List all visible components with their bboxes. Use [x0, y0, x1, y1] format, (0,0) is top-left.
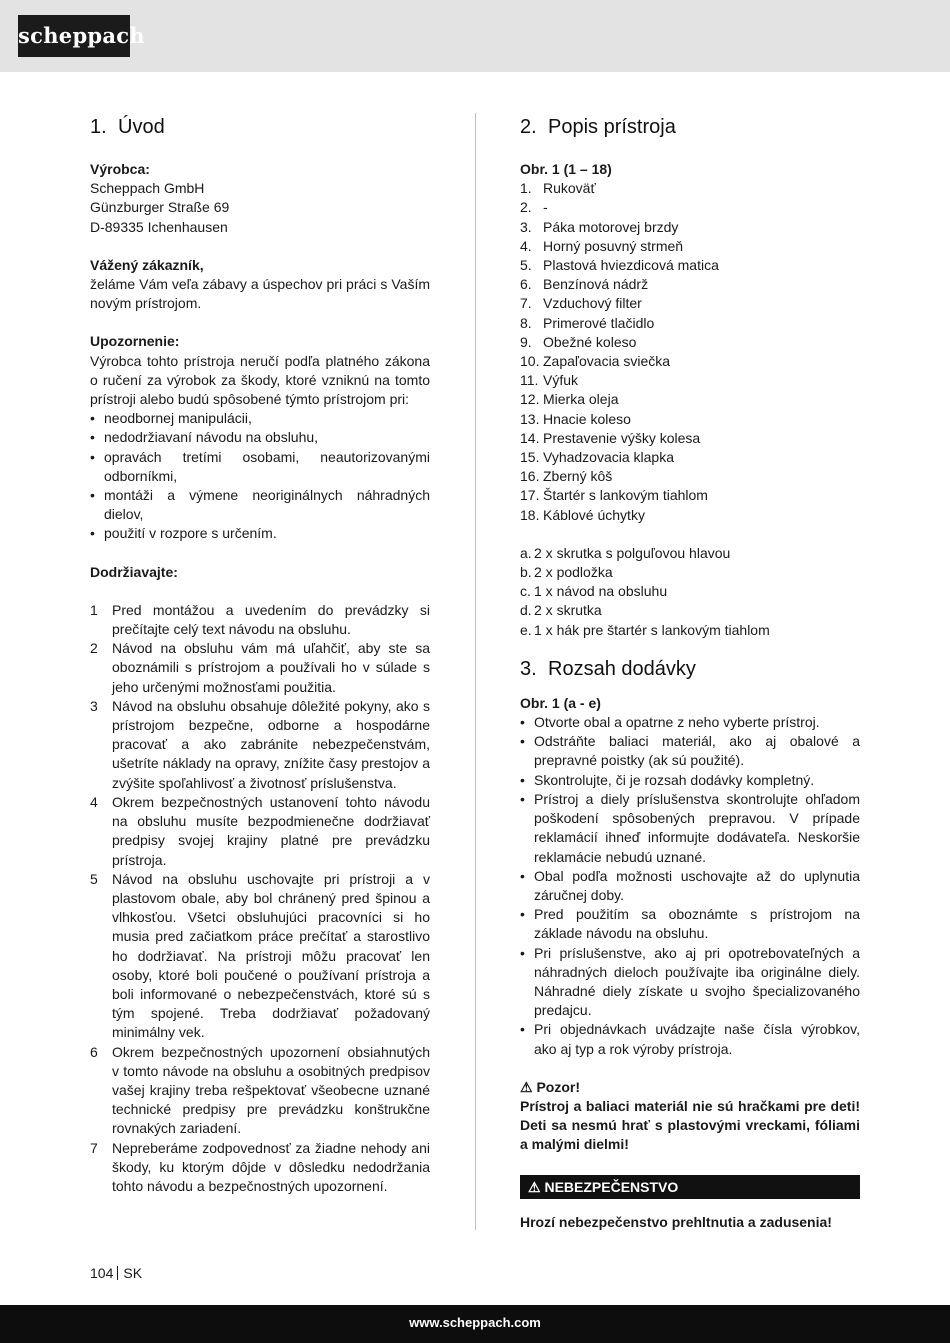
- item-text: 2 x podložka: [534, 564, 613, 581]
- danger-banner: [520, 1175, 860, 1199]
- caution-heading: [520, 1078, 860, 1097]
- list-item: [520, 237, 860, 256]
- list-item: [520, 582, 860, 601]
- list-item: • Pri príslušenstve, ako aj pri opotrebovateľných a náhradných dieloch používajte iba originálne diely. Náhradné diely získate u svojho špecializovaného predajcu.: [520, 944, 860, 1021]
- item-letter: d.: [520, 602, 532, 619]
- item-text: Plastová hviezdicová matica: [543, 257, 719, 274]
- section-number: 1.: [90, 116, 107, 138]
- manufacturer-address: [90, 179, 430, 237]
- item-number: 13.: [520, 410, 540, 427]
- dear-customer-label: Vážený zákazník,: [90, 256, 204, 273]
- item-text: Štartér s lankovým tiahlom: [543, 487, 708, 504]
- notice-bullet-list: [90, 409, 430, 543]
- list-item: [520, 256, 860, 275]
- list-item: [520, 563, 860, 582]
- danger-text: Hrozí nebezpečenstvo prehltnutia a zadusenia!: [520, 1213, 832, 1230]
- list-item: • nedodržiavaní návodu na obsluhu,: [90, 428, 430, 447]
- item-text: Mierka oleja: [543, 391, 619, 408]
- list-item: [520, 429, 860, 448]
- item-number: 7: [90, 1139, 98, 1156]
- item-text: 2 x skrutka s polguľovou hlavou: [534, 544, 731, 561]
- item-number: 7.: [520, 295, 532, 312]
- list-item: [520, 621, 860, 640]
- right-column: [520, 114, 860, 1232]
- item-number: 10.: [520, 353, 540, 370]
- item-letter: a.: [520, 544, 532, 561]
- figure-label: Obr. 1 (1 – 18): [520, 161, 612, 177]
- list-item: [520, 371, 860, 390]
- item-number: 11.: [520, 372, 539, 389]
- item-number: 6.: [520, 276, 532, 293]
- list-item: [520, 448, 860, 467]
- item-text: Okrem bezpečnostných ustanovení tohto návodu na obsluhu musíte bezpodmienečne dodržiavať predpisy svojej krajiny platné pre prevádzku prístroja.: [112, 793, 430, 868]
- item-text: Návod na obsluhu obsahuje dôležité pokyny, ako s prístrojom bezpečne, odborne a hospodárne pracovať a ako zabránite nebezpečenstvám, ušetríte náklady na opravy, znížite časy prestojov a zvýšite spoľahlivosť a životnosť príslušenstva.: [112, 697, 430, 791]
- list-item: [520, 486, 860, 505]
- list-item: • použití v rozpore s určením.: [90, 524, 430, 543]
- list-item: • montáži a výmene neoriginálnych náhradných dielov,: [90, 486, 430, 524]
- address-line: D-89335 Ichenhausen: [90, 218, 228, 235]
- item-text: 1 x hák pre štartér s lankovým tiahlom: [534, 621, 770, 638]
- danger-label: NEBEZPEČENSTVO: [544, 1178, 679, 1195]
- item-number: 3.: [520, 218, 532, 235]
- header-bar: [0, 0, 950, 72]
- list-item: • Odstráňte baliaci materiál, ako aj obalové a prepravné poistky (ak sú použité).: [520, 732, 860, 770]
- item-number: 2.: [520, 199, 532, 216]
- parts-list: [520, 179, 860, 525]
- item-number: 14.: [520, 429, 540, 446]
- list-item: • Pred použitím sa oboznámte s prístrojom na základe návodu na obsluhu.: [520, 905, 860, 943]
- caution-text: Prístroj a baliaci materiál nie sú hračkami pre deti! Deti sa nesmú hrať s plastovými vreckami, fóliami a malými dielmi!: [520, 1097, 860, 1153]
- item-number: 17.: [520, 487, 540, 504]
- item-text: 1 x návod na obsluhu: [534, 583, 668, 600]
- observe-label: Dodržiavajte:: [90, 563, 178, 580]
- item-text: -: [543, 199, 548, 216]
- footer-bar: [0, 1305, 950, 1343]
- section-title: Úvod: [118, 116, 165, 138]
- item-number: 8.: [520, 314, 532, 331]
- item-number: 15.: [520, 449, 540, 466]
- notice-text: Výrobca tohto prístroja neručí podľa platného zákona o ručení za výrobok za škody, ktoré vzniknú na tomto prístroji alebo budú spôsobené týmto prístrojom pri:: [90, 352, 430, 408]
- accessories-list: [520, 544, 860, 640]
- item-number: 6: [90, 1043, 98, 1060]
- item-text: Primerové tlačidlo: [543, 314, 655, 331]
- item-number: 5.: [520, 257, 532, 274]
- warning-icon: ⚠: [520, 1078, 533, 1095]
- item-text: Vyhadzovacia klapka: [543, 449, 675, 466]
- list-item: • Obal podľa možnosti uschovajte až do uplynutia záručnej doby.: [520, 867, 860, 905]
- column-divider: [475, 113, 476, 1230]
- item-text: 2 x skrutka: [534, 602, 602, 619]
- list-item: [520, 467, 860, 486]
- item-number: 4: [90, 793, 98, 810]
- list-item: [520, 352, 860, 371]
- item-text: Pred montážou a uvedením do prevádzky si prečítajte celý text návodu na obsluhu.: [112, 601, 430, 638]
- list-item: [90, 1139, 430, 1197]
- list-item: [520, 198, 860, 217]
- list-item: [520, 275, 860, 294]
- list-item: [520, 601, 860, 620]
- item-letter: c.: [520, 583, 531, 600]
- item-text: Zapaľovacia sviečka: [543, 353, 671, 370]
- page-number-separator: [117, 1266, 118, 1280]
- item-text: Návod na obsluhu uschovajte pri prístroji a v plastovom obale, aby bol chránený pred špinou a vlhkosťou. Všetci obsluhujúci pracovníci si ho musia pred začiatkom práce prečítať a starostlivo ho dodržiavať. Na prístroji môžu pracovať len osoby, ktoré boli poučené o používaní prístroja a boli informované o nebezpečenstvách, ktoré sú s tým spojené. Treba dodržiavať požadovaný minimálny vek.: [112, 870, 430, 1041]
- address-line: Günzburger Straße 69: [90, 199, 230, 216]
- item-number: 12.: [520, 391, 540, 408]
- list-item: • Skontrolujte, či je rozsah dodávky kompletný.: [520, 771, 860, 790]
- item-text: Horný posuvný strmeň: [543, 237, 684, 254]
- list-item: [520, 544, 860, 563]
- section-1-heading: [90, 114, 430, 140]
- language-code: SK: [123, 1265, 143, 1281]
- item-text: Prestavenie výšky kolesa: [543, 429, 701, 446]
- item-number: 1: [90, 601, 98, 618]
- notice-label: Upozornenie:: [90, 333, 180, 350]
- list-item: [90, 1043, 430, 1139]
- scheppach-logo: scheppach: [18, 15, 130, 57]
- list-item: • opravách tretími osobami, neautorizovanými odborníkmi,: [90, 448, 430, 486]
- manufacturer-label: Výrobca:: [90, 161, 150, 177]
- item-text: Páka motorovej brzdy: [543, 218, 679, 235]
- website-link[interactable]: www.scheppach.com: [409, 1315, 541, 1330]
- list-item: • Otvorte obal a opatrne z neho vyberte prístroj.: [520, 713, 860, 732]
- section-title: Rozsah dodávky: [548, 657, 696, 680]
- section-3-heading: [520, 656, 860, 682]
- list-item: • neodbornej manipulácii,: [90, 409, 430, 428]
- caution-label: Pozor!: [536, 1078, 581, 1095]
- item-text: Výfuk: [543, 372, 579, 389]
- section-2-heading: [520, 114, 860, 140]
- list-item: [90, 793, 430, 870]
- item-text: Zberný kôš: [543, 468, 613, 485]
- warning-icon: ⚠: [528, 1178, 541, 1195]
- item-text: Obežné koleso: [543, 333, 637, 350]
- item-letter: e.: [520, 621, 532, 638]
- address-line: Scheppach GmbH: [90, 180, 205, 197]
- dear-customer-text: želáme Vám veľa zábavy a úspechov pri práci s Vaším novým prístrojom.: [90, 276, 430, 312]
- item-number: 3: [90, 697, 98, 714]
- figure-label: Obr. 1 (a - e): [520, 694, 601, 711]
- list-item: [520, 410, 860, 429]
- item-number: 9.: [520, 333, 532, 350]
- item-text: Nepreberáme zodpovednosť za žiadne nehody ani škody, ku ktorým dôjde v dôsledku nedodržania tohto návodu a bezpečnostných upozornení.: [112, 1139, 430, 1194]
- item-text: Hnacie koleso: [543, 410, 631, 427]
- page-number-value: 104: [90, 1265, 114, 1281]
- observe-numbered-list: [90, 601, 430, 1196]
- list-item: [90, 601, 430, 639]
- list-item: • Pri objednávkach uvádzajte naše čísla výrobkov, ako aj typ a rok výroby prístroja.: [520, 1020, 860, 1058]
- list-item: [520, 218, 860, 237]
- item-number: 5: [90, 870, 98, 887]
- list-item: [520, 390, 860, 409]
- item-number: 4.: [520, 237, 532, 254]
- left-column: [90, 114, 430, 1196]
- item-text: Vzduchový filter: [543, 295, 642, 312]
- list-item: [520, 333, 860, 352]
- section-title: Popis prístroja: [548, 116, 676, 138]
- item-number: 18.: [520, 506, 540, 523]
- item-number: 2: [90, 640, 98, 657]
- item-number: 1.: [520, 180, 532, 197]
- list-item: [520, 314, 860, 333]
- list-item: [520, 506, 860, 525]
- delivery-bullet-list: [520, 713, 860, 1059]
- list-item: [90, 639, 430, 697]
- list-item: [90, 870, 430, 1043]
- item-text: Benzínová nádrž: [543, 276, 649, 293]
- item-text: Káblové úchytky: [543, 506, 645, 523]
- list-item: [520, 294, 860, 313]
- list-item: [520, 179, 860, 198]
- item-text: Okrem bezpečnostných upozornení obsiahnutých v tomto návode na obsluhu a osobitných predpisov vašej krajiny treba rešpektovať všeobecne uznané technické predpisy pre prevádzku konštrukčne rovnakých zariadení.: [112, 1043, 430, 1137]
- item-number: 16.: [520, 468, 540, 485]
- list-item: • Prístroj a diely príslušenstva skontrolujte ohľadom poškodení spôsobených prepravou. V prípade reklamácií ihneď informujte dodávateľa. Neskoršie reklamácie nebudú uznané.: [520, 790, 860, 867]
- section-number: 2.: [520, 116, 537, 138]
- item-text: Rukoväť: [543, 180, 596, 197]
- item-text: Návod na obsluhu vám má uľahčiť, aby ste sa oboznámili s prístrojom a používali ho v súlade s jeho určenými možnosťami použitia.: [112, 640, 430, 695]
- list-item: [90, 697, 430, 793]
- page-number: [90, 1264, 142, 1283]
- item-letter: b.: [520, 564, 532, 581]
- section-number: 3.: [520, 657, 537, 680]
